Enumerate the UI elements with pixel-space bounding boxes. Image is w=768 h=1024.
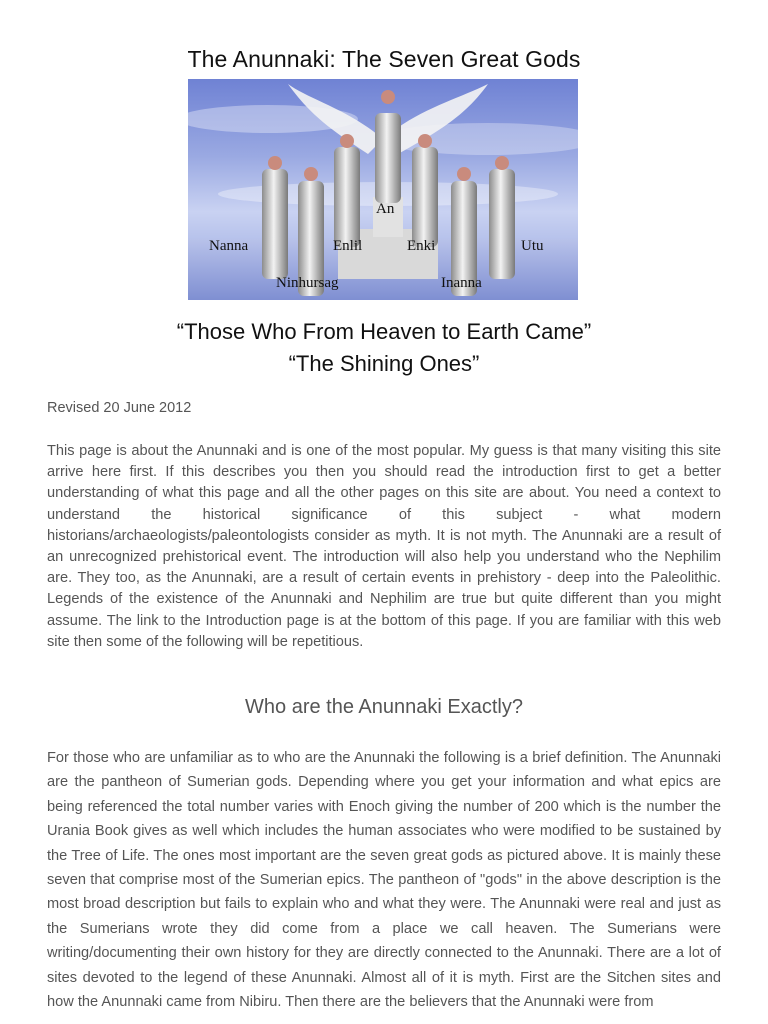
- definition-paragraph: For those who are unfamiliar as to who are the Anunnaki the following is a brief definition. The Anunnaki are the pantheon of Sumerian gods. Depending where you get your information and what epics are being referenced the total number varies with Enoch giving the number of 200 which is the number the Urania Book gives as well which includes the human associates who were modified to be sustained by the Tree of Life. The ones most important are the seven great gods as pictured above. It is mainly these seven that comprise most of the Sumerian epics. The pantheon of "gods" in the above description is the most broad description but fails to explain who and what they were. The Anunnaki were real and just as the Sumerians wrote they did come from a place we call heaven. The Sumerians were writing/documenting their own history for they are directly connected to the Anunnaki. There are a lot of sites devoted to the legend of these Anunnaki. Almost all of it is myth. First are the Sitchen sites and how the Anunnaki came from Nibiru. Then there are the believers that the Anunnaki were from: [47, 750, 721, 1011]
- page-title: The Anunnaki: The Seven Great Gods: [187, 46, 581, 72]
- label-utu: Utu: [521, 238, 544, 254]
- label-enki: Enki: [407, 238, 436, 254]
- seven-gods-image: [188, 79, 578, 300]
- subtitle-shining-ones: “The Shining Ones”: [288, 351, 480, 376]
- label-nanna: Nanna: [209, 238, 249, 254]
- label-an: An: [376, 201, 395, 217]
- label-ninhursag: Ninhursag: [276, 275, 339, 291]
- revision-date: Revised 20 June 2012: [47, 400, 192, 416]
- section-heading: Who are the Anunnaki Exactly?: [245, 696, 523, 718]
- seven-gods-illustration: [188, 79, 578, 300]
- intro-paragraph: This page is about the Anunnaki and is one of the most popular. My guess is that many visiting this site arrive here first. If this describes you then you should read the introduction first to get a better understanding of what this page and all the other pages on this site are about. You need a context to understand the historical significance of this subject - what modern historians/archaeologists/paleontologists consider as myth. It is not myth. The Anunnaki are a result of an unrecognized prehistorical event. The introduction will also help you understand who the Nephilim are. They too, as the Anunnaki, are a result of certain events in prehistory - deep into the Paleolithic. Legends of the existence of the Anunnaki and Nephilim are true but quite different than you might assume. The link to the Introduction page is at the bottom of this page. If you are familiar with this web site then some of the following will be repetitious.: [47, 443, 721, 650]
- subtitle-heaven-to-earth: “Those Who From Heaven to Earth Came”: [176, 319, 592, 344]
- label-inanna: Inanna: [441, 275, 482, 291]
- label-enlil: Enlil: [333, 238, 363, 254]
